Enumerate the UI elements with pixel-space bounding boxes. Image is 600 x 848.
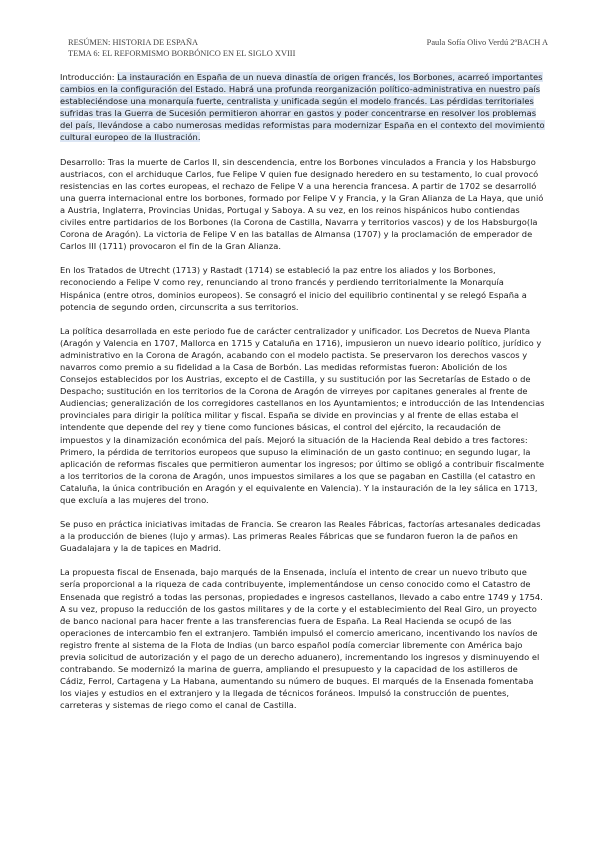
paragraph-royal-factories [60,518,545,554]
paragraph-politics [60,325,545,506]
topic-title: TEMA 6: EL REFORMISMO BORBÓNICO EN EL SIGLO XVIII [68,49,296,58]
development-text: Tras la muerte de Carlos II, sin descendencia, entre los Borbones vinculados a Francia y los Habsburgo austriacos, con el archiduque Carlos, fue Felipe V quien fue designado heredero en su testamento, lo cual provocó resistencias en las cortes europeas, el rechazo de Felipe V a una herencia francesa. A partir de 1702 se desarrolló una guerra internacional entre los borbones, formado por Felipe V y Francia, y la Gran Alianza de La Haya, que unió a Austria, Inglaterra, Provincias Unidas, Portugal y Saboya. A su vez, en los reinos hispánicos hubo contiendas civiles entre partidarios de los Borbones (la Corona de Castilla, Navarra y territorios vascos) y de los Habsburgo(la Corona de Aragón). La victoria de Felipe V en las batallas de Almansa (1707) y la proclamación de emperador de Carlos III (1711) provocaron el fin de la Gran Alianza. [60,156,544,252]
ensenada-text: La propuesta fiscal de Ensenada, bajo marqués de la Ensenada, incluía el intento de crear un nuevo tributo que sería proporcional a la riqueza de cada contribuyente, implementándose un censo conocido como el Catastro de Ensenada que registró a todas las personas, propiedades e ingresos castellanos, llevado a cabo entre 1749 y 1754. A su vez, propuso la reducción de los gastos militares y de la corte y el establecimiento del Real Giro, un proyecto de banco nacional para hacer frente a las transferencias fuera de España. La Real Hacienda se ocupó de las operaciones de intercambio fen el extranjero. También impulsó el comercio americano, incentivando los navíos de registro frente al sistema de la Flota de Indias (un barco español podía comerciar libremente con América bajo previa solicitud de autorización y el pago de un derecho aduanero), incrementando los ingresos y disminuyendo el contrabando. Se modernizó la marina de guerra, ampliando el presupuesto y la capacidad de los astilleros de Cádiz, Ferrol, Cartagena y La Habana, aumentando su número de buques. El marqués de la Ensenada fomentaba los viajes y estudios en el extranjero y la llegada de técnicos foráneos. Impulsó la construcción de puentes, carreteras y sistemas de riego como el canal de Castilla. [60,567,543,711]
author-info: Paula Sofía Olivo Verdú 2ºBACH A [426,38,548,47]
intro-text: La instauración en España de un nueva dinastía de origen francés, los Borbones, acarreó importantes cambios en la configuración del Estado. Habrá una profunda reorganización político-administrativa en nuestro país estableciéndose una monarquía fuerte, centralista y unificada según el modelo francés. Las pérdidas territoriales sufridas tras la Guerra de Sucesión permitieron ahorrar en gastos y poder concentrarse en resolver los problemas del país, llevándose a cabo numerosas medidas reformistas para modernizar España en el contexto del movimiento cultural europeo de la Ilustración. [60,72,545,143]
paragraph-development [60,156,545,253]
treaties-text: En los Tratados de Utrecht (1713) y Rastadt (1714) se estableció la paz entre los aliados y los Borbones, reconociendo a Felipe V como rey, renunciando al trono francés y perdiendo territorialmente la Monarquía Hispánica (entre otros, dominios europeos). Se consagró el inicio del equilibrio continental y se relegó España a potencia de segundo orden, circunscrita a sus territorios. [60,265,527,312]
paragraph-treaties [60,264,545,312]
page-header [68,37,548,59]
document-title: RESÚMEN: HISTORIA DE ESPAÑA [68,38,199,47]
paragraph-ensenada [60,566,545,711]
intro-lead: Introducción: [60,72,118,82]
document-body [60,71,545,724]
factories-text: Se puso en práctica iniciativas imitadas de Francia. Se crearon las Reales Fábricas, factorías artesanales dedicadas a la producción de bienes (lujo y armas). Las primeras Reales Fábricas que se fundaron fueron la de paños en Guadalajara y la de tapices en Madrid. [60,519,541,554]
politics-text: La política desarrollada en este periodo fue de carácter centralizador y unificador. Los Decretos de Nueva Planta (Aragón y Valencia en 1707, Mallorca en 1715 y Cataluña en 1716), impusieron un nuevo ideario político, jurídico y administrativo en la Corona de Aragón, acabando con el modelo pactista. Se preservaron los derechos vascos y navarros como premio a su fidelidad a la Casa de Borbón. Las medidas reformistas fueron: Abolición de los Consejos establecidos por los Austrias, excepto el de Castilla, y su sustitución por las Secretarías de Estado o de Despacho; sustitución en los territorios de la Corona de Aragón de virreyes por capitanes generales al frente de Audiencias; generalización de los corregidores castellanos en los Ayuntamientos; e introducción de las Intendencias provinciales para dirigir la política militar y fiscal. España se divide en provincias y al frente de ellas estaba el intendente que depende del rey y tiene como funciones básicas, el control del ejército, la recaudación de impuestos y la dinamización económica del país. Mejoró la situación de la Hacienda Real debido a tres factores: Primero, la pérdida de territorios europeos que supuso la eliminación de un gasto continuo; en segundo lugar, la aplicación de reformas fiscales que permitieron aumentar los ingresos; por último se obligó a contribuir fiscalmente a los territorios de la corona de Aragón, unos impuestos similares a los que se pagaban en Castilla (el catastro en Cataluña, la única contribución en Aragón y el equivalente en Valencia). Y la instauración de la ley sálica en 1713, que excluía a las mujeres del trono. [60,325,545,505]
development-lead: Desarrollo: [60,156,108,167]
paragraph-introduction [60,71,545,144]
